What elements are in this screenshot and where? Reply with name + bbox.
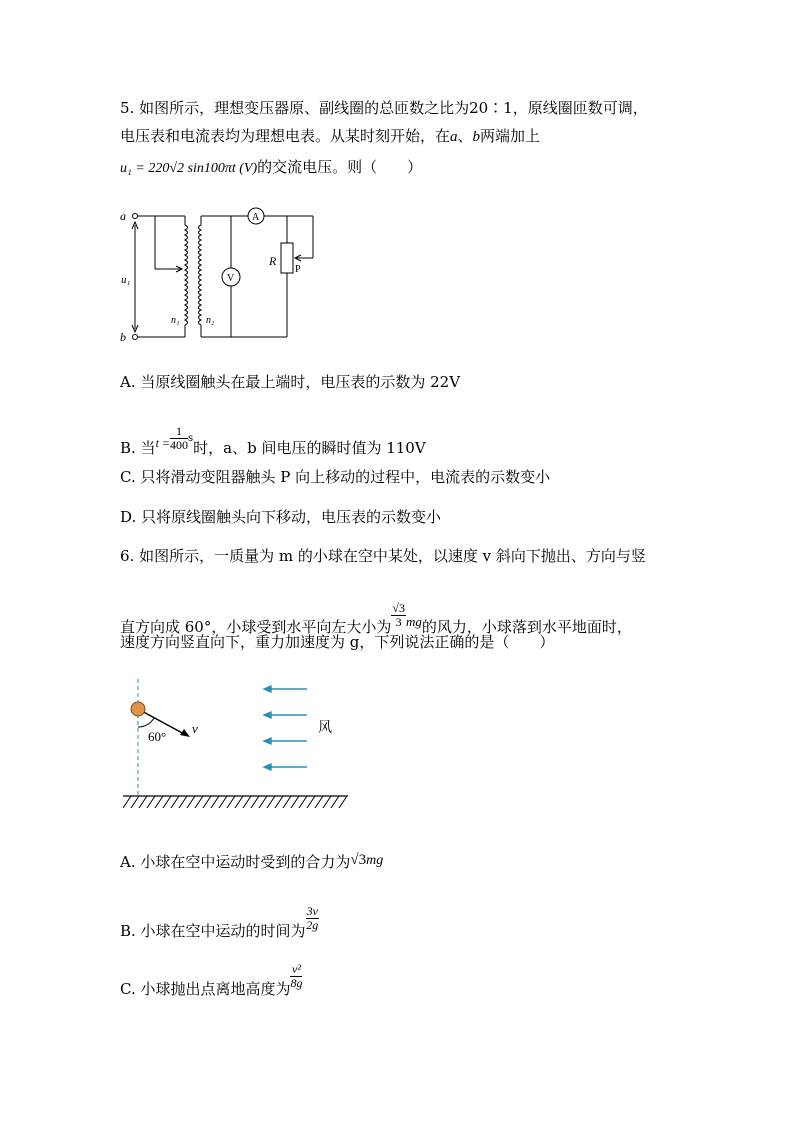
n2-label: n₂ (206, 315, 215, 326)
wind-label: 风 (318, 720, 332, 736)
ammeter-label: A (252, 212, 260, 223)
q6-option-a: A. 小球在空中运动时受到的合力为√3mg (120, 852, 384, 871)
q5-option-b: B. 当$^{t =}$ $\frac{1}{400}$ $^s$时，a、b 间电压的瞬时值为 110V (120, 424, 426, 457)
n1-label: n₁ (171, 315, 180, 326)
transformer-circuit-diagram (115, 205, 335, 350)
projectile-wind-diagram (120, 675, 355, 815)
q6-stem-line3: 速度方向竖直向下，重力加速度为 g，下列说法正确的是（ ） (120, 633, 555, 651)
velocity-label: v (192, 721, 198, 736)
q5-option-c: C. 只将滑动变阻器触头 P 向上移动的过程中，电流表的示数变小 (120, 468, 551, 486)
q5-stem-line3: u₁ = 220√2 sin100πt (V)的交流电压。则（ ） (120, 158, 423, 176)
q5-option-d: D. 只将原线圈触头向下移动，电压表的示数变小 (120, 508, 442, 526)
voltage-formula: u₁ = 220√2 sin100πt (V) (120, 161, 258, 176)
angle-label: 60° (148, 729, 167, 744)
q6-option-b: B. 小球在空中运动的时间为 $\frac{3v}{2g}$ (120, 904, 319, 940)
u1-label: u₁ (121, 274, 131, 286)
terminal-a-label: a (120, 209, 126, 223)
voltmeter-label: V (227, 273, 235, 284)
q5-stem-line1: 5. 如图所示，理想变压器原、副线圈的总匝数之比为20∶1，原线圈匝数可调， (120, 99, 648, 117)
slider-p-label: P (295, 264, 301, 275)
q5-stem-line2: 电压表和电流表均为理想电表。从某时刻开始，在a、b两端加上 (120, 127, 541, 145)
q6-option-c: C. 小球抛出点离地高度为 $\frac{\text{v²}}{8g}$ (120, 962, 303, 998)
terminal-b-label: b (120, 330, 126, 344)
resistor-label: R (269, 254, 277, 268)
q5-option-a: A. 当原线圈触头在最上端时，电压表的示数为 22V (120, 373, 461, 391)
q6-stem-line1: 6. 如图所示，一质量为 m 的小球在空中某处，以速度 v 斜向下抛出、方向与竖 (120, 547, 646, 565)
q6-stem-line2: 直方向成 60°，小球受到水平向左大小为 $\frac{√3}{3}$ mg的风力，小球落到水平地面时， (120, 601, 632, 636)
